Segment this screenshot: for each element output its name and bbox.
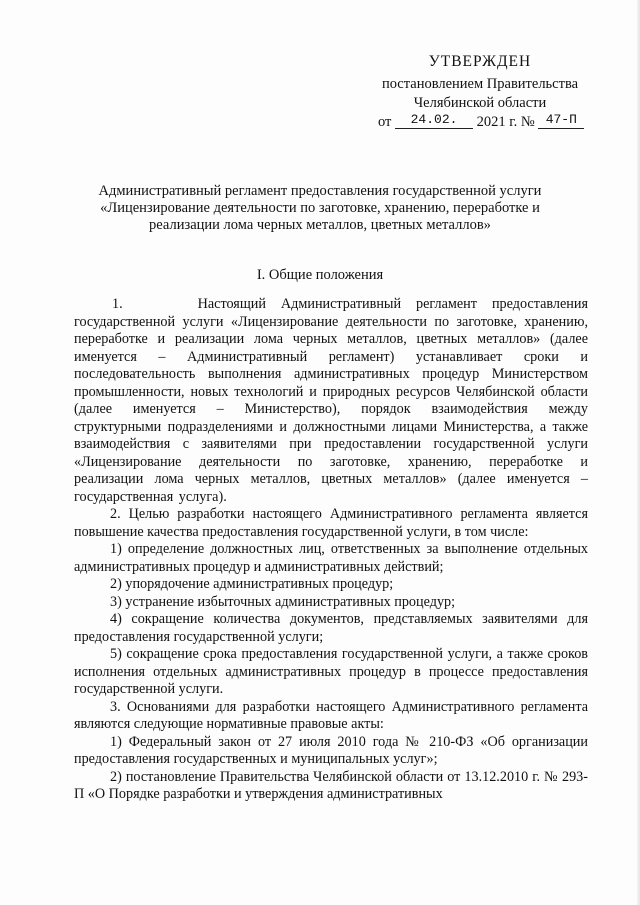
approved-heading: УТВЕРЖДЕН — [428, 53, 532, 70]
document-body — [74, 296, 588, 804]
approval-block — [360, 52, 600, 132]
list-item-3-2: 2) постановление Правительства Челябинской области от 13.12.2010 г. № 293-П «О Порядке разработки и утверждения административных — [74, 768, 588, 802]
section-heading: I. Общие положения — [256, 267, 384, 283]
approval-line-2: Челябинской области — [413, 95, 547, 111]
list-item-2-2: 2) упорядочение административных процедур; — [110, 576, 394, 592]
list-item-2-3: 3) устранение избыточных административных процедур; — [110, 593, 456, 610]
from-label: от — [378, 114, 392, 130]
approval-line-1: постановлением Правительства — [381, 76, 579, 92]
approval-date-line — [360, 113, 600, 132]
approval-number: 47-П — [538, 112, 584, 129]
document-title — [70, 183, 570, 234]
list-item-2-1: 1) определение должностных лиц, ответственных за выполнение отдельных административных процедур и административных действий; — [74, 541, 588, 575]
approval-date: 24.02. — [395, 112, 473, 129]
year-label: 2021 г. № — [476, 114, 535, 130]
list-item-2-5: 5) сокращение срока предоставления государственной услуги, а также сроков исполнения отдельных административных процедур в процессе предоставления государственной услуги. — [74, 646, 588, 697]
title-line-2: «Лицензирование деятельности по заготовке, хранению, переработке и — [100, 200, 540, 216]
list-item-2-4: 4) сокращение количества документов, представляемых заявителями для предоставления государственной услуги; — [74, 611, 588, 645]
list-item-3-1: 1) Федеральный закон от 27 июля 2010 года № 210-ФЗ «Об организации предоставления государственных и муниципальных услуг»; — [74, 733, 588, 767]
title-line-1: Административный регламент предоставления государственной услуги — [98, 183, 542, 199]
paragraph-1: 1. Настоящий Административный регламент предоставления государственной услуги «Лицензирование деятельности по заготовке, хранению, переработке и реализации лома черных металлов, цветных металлов» (далее именуется – Административный регламент) устанавливает сроки и последовательность выполнения административных процедур Министерством промышленности, новых технологий и природных ресурсов Челябинской области (далее именуется – Министерство), порядок взаимодействия между структурными подразделениями и должностными лицами Министерства, а также взаимодействия с заявителями при предоставлении государственной услуги «Лицензирование деятельности по заготовке, хранению, переработке и реализации лома черных металлов, цветных металлов» (далее именуется – государственная услуга). — [74, 296, 588, 505]
paragraph-3: 3. Основаниями для разработки настоящего Административного регламента являются следующие нормативные правовые акты: — [74, 698, 588, 732]
title-line-3: реализации лома черных металлов, цветных металлов» — [149, 217, 491, 233]
paragraph-2: 2. Целью разработки настоящего Административного регламента является повышение качества предоставления государственной услуги, в том числе: — [74, 506, 588, 540]
